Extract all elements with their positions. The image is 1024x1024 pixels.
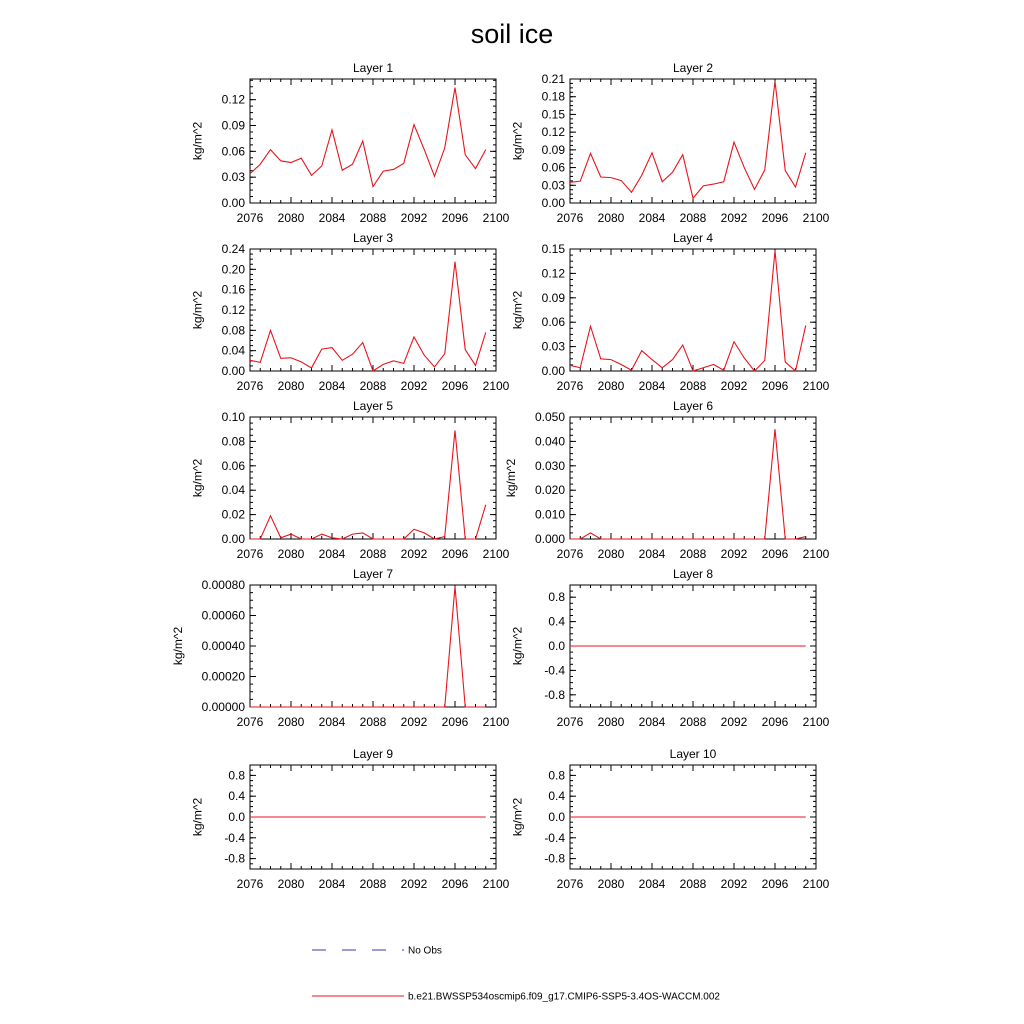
plot-frame: [570, 79, 816, 203]
y-tick-label: 0.06: [541, 160, 565, 175]
y-tick-label: 0.4: [228, 789, 245, 804]
x-tick-label: 2088: [359, 547, 387, 561]
y-tick-label: 0.20: [221, 262, 245, 277]
y-tick-label: -0.8: [544, 687, 565, 702]
y-tick-label: 0.06: [221, 458, 245, 473]
panel-10: [511, 747, 830, 891]
x-tick-label: 2100: [802, 715, 830, 729]
y-tick-label: 0.06: [541, 315, 565, 330]
x-tick-label: 2088: [679, 379, 707, 393]
y-axis-label: kg/m^2: [510, 797, 525, 837]
y-tick-label: 0.12: [541, 125, 565, 140]
plot-frame: [250, 249, 496, 371]
x-tick-label: 2088: [359, 211, 387, 225]
x-tick-label: 2092: [400, 547, 428, 561]
panel-5: [191, 399, 510, 561]
figure-title: soil ice: [470, 19, 554, 49]
x-tick-label: 2080: [597, 877, 625, 891]
x-tick-label: 2084: [638, 877, 666, 891]
x-tick-label: 2084: [638, 547, 666, 561]
y-axis-label: kg/m^2: [190, 121, 205, 161]
x-tick-label: 2092: [400, 715, 428, 729]
y-tick-label: 0.00: [221, 196, 245, 210]
x-tick-label: 2092: [720, 379, 748, 393]
y-tick-label: 0.00: [221, 364, 245, 378]
y-axis-label: kg/m^2: [170, 626, 185, 666]
y-tick-label: -0.8: [224, 851, 245, 866]
x-tick-label: 2076: [236, 379, 264, 393]
x-tick-label: 2092: [400, 211, 428, 225]
y-tick-label: 0.09: [541, 142, 565, 157]
y-tick-label: 0.18: [541, 89, 565, 104]
x-tick-label: 2076: [556, 715, 584, 729]
y-tick-label: 0.4: [548, 789, 565, 804]
series-line: [570, 429, 806, 539]
x-tick-label: 2084: [318, 547, 346, 561]
panel-3: [191, 231, 510, 393]
panel-1: [191, 61, 510, 225]
y-tick-label: 0.16: [221, 282, 245, 297]
panel-title: Layer 4: [672, 231, 714, 245]
y-tick-label: -0.4: [544, 830, 565, 845]
x-tick-label: 2084: [318, 211, 346, 225]
x-tick-label: 2100: [802, 211, 830, 225]
y-tick-label: -0.4: [224, 830, 245, 845]
y-tick-label: 0.09: [541, 290, 565, 305]
y-tick-label: 0.15: [541, 107, 565, 122]
x-tick-label: 2080: [277, 379, 305, 393]
panel-title: Layer 9: [352, 747, 394, 761]
y-tick-label: 0.020: [534, 483, 565, 498]
y-axis-label: kg/m^2: [190, 797, 205, 837]
x-tick-label: 2100: [482, 715, 510, 729]
legend: [312, 946, 720, 1003]
x-tick-label: 2076: [556, 547, 584, 561]
x-tick-label: 2088: [359, 715, 387, 729]
panel-title: Layer 2: [672, 61, 714, 75]
x-tick-label: 2076: [556, 211, 584, 225]
x-tick-label: 2100: [482, 877, 510, 891]
y-tick-label: 0.00000: [201, 700, 245, 714]
x-tick-label: 2088: [679, 877, 707, 891]
x-tick-label: 2088: [359, 379, 387, 393]
y-tick-label: 0.00020: [201, 669, 245, 684]
panel-title: Layer 7: [352, 567, 394, 581]
x-tick-label: 2096: [441, 547, 469, 561]
x-tick-label: 2084: [318, 379, 346, 393]
x-tick-label: 2084: [638, 379, 666, 393]
y-axis-label: kg/m^2: [510, 121, 525, 161]
y-tick-label: 0.08: [221, 434, 245, 449]
y-tick-label: 0.000: [534, 532, 565, 546]
y-tick-label: 0.12: [221, 92, 245, 107]
y-tick-label: 0.15: [541, 242, 565, 256]
x-tick-label: 2080: [277, 211, 305, 225]
x-tick-label: 2076: [236, 547, 264, 561]
y-tick-label: 0.00040: [201, 639, 245, 653]
y-tick-label: 0.8: [548, 590, 565, 605]
panel-title: Layer 5: [352, 399, 394, 413]
panel-title: Layer 1: [352, 61, 394, 75]
panel-grid: [171, 61, 830, 891]
y-tick-label: 0.04: [221, 343, 245, 358]
x-tick-label: 2096: [761, 211, 789, 225]
y-axis-label: kg/m^2: [504, 458, 518, 498]
series-line: [250, 587, 486, 707]
y-tick-label: 0.8: [548, 768, 565, 783]
x-tick-label: 2080: [277, 715, 305, 729]
panel-title: Layer 6: [672, 399, 714, 413]
series-line: [250, 430, 486, 539]
y-tick-label: -0.4: [544, 663, 565, 678]
y-axis-label: kg/m^2: [190, 458, 205, 498]
legend-model-label: b.e21.BWSSP534oscmip6.f09_g17.CMIP6-SSP5-3.4OS-WACCM.002: [408, 991, 720, 1003]
y-axis-label: kg/m^2: [510, 626, 525, 666]
x-tick-label: 2100: [802, 877, 830, 891]
x-tick-label: 2088: [679, 547, 707, 561]
y-tick-label: 0.03: [221, 170, 245, 185]
y-tick-label: -0.8: [544, 851, 565, 866]
y-tick-label: 0.24: [221, 242, 245, 256]
x-tick-label: 2092: [720, 211, 748, 225]
y-tick-label: 0.00: [541, 196, 565, 210]
x-tick-label: 2084: [638, 715, 666, 729]
x-tick-label: 2100: [802, 379, 830, 393]
y-tick-label: 0.04: [221, 483, 245, 498]
y-tick-label: 0.050: [534, 410, 565, 424]
panel-9: [191, 747, 510, 891]
y-tick-label: 0.10: [221, 410, 245, 424]
x-tick-label: 2080: [277, 547, 305, 561]
y-tick-label: 0.03: [541, 178, 565, 193]
x-tick-label: 2076: [556, 877, 584, 891]
x-tick-label: 2096: [441, 379, 469, 393]
x-tick-label: 2080: [597, 379, 625, 393]
x-tick-label: 2092: [400, 379, 428, 393]
x-tick-label: 2088: [679, 715, 707, 729]
x-tick-label: 2096: [441, 715, 469, 729]
x-tick-label: 2080: [597, 715, 625, 729]
y-tick-label: 0.0: [548, 810, 565, 824]
panel-7: [171, 567, 510, 729]
x-tick-label: 2092: [720, 547, 748, 561]
y-tick-label: 0.06: [221, 144, 245, 159]
series-line: [250, 262, 486, 371]
panel-4: [511, 231, 830, 393]
y-axis-label: kg/m^2: [190, 290, 205, 330]
y-tick-label: 0.8: [228, 768, 245, 783]
y-axis-label: kg/m^2: [510, 290, 525, 330]
y-tick-label: 0.00060: [201, 608, 245, 623]
y-tick-label: 0.00: [541, 364, 565, 378]
y-tick-label: 0.010: [534, 507, 565, 522]
x-tick-label: 2096: [441, 211, 469, 225]
x-tick-label: 2096: [761, 547, 789, 561]
series-line: [570, 81, 806, 198]
y-tick-label: 0.12: [221, 303, 245, 317]
y-tick-label: 0.08: [221, 323, 245, 338]
plot-frame: [570, 249, 816, 371]
y-tick-label: 0.02: [221, 507, 245, 522]
x-tick-label: 2084: [318, 877, 346, 891]
y-tick-label: 0.00080: [201, 578, 245, 592]
x-tick-label: 2092: [400, 877, 428, 891]
plot-frame: [250, 585, 496, 707]
legend-obs-label: No Obs: [408, 945, 442, 957]
series-line: [570, 251, 806, 371]
panel-title: Layer 8: [672, 567, 714, 581]
x-tick-label: 2076: [556, 379, 584, 393]
x-tick-label: 2100: [482, 547, 510, 561]
y-tick-label: 0.03: [541, 339, 565, 354]
y-tick-label: 0.030: [534, 458, 565, 473]
x-tick-label: 2100: [482, 211, 510, 225]
x-tick-label: 2088: [359, 877, 387, 891]
panel-6: [504, 399, 830, 561]
y-tick-label: 0.0: [228, 810, 245, 824]
x-tick-label: 2096: [761, 877, 789, 891]
panel-title: Layer 10: [669, 747, 717, 761]
x-tick-label: 2088: [679, 211, 707, 225]
x-tick-label: 2080: [597, 547, 625, 561]
x-tick-label: 2096: [761, 715, 789, 729]
x-tick-label: 2096: [761, 379, 789, 393]
panel-8: [511, 567, 830, 729]
x-tick-label: 2100: [802, 547, 830, 561]
panel-2: [511, 61, 830, 225]
y-tick-label: 0.4: [548, 614, 565, 629]
y-tick-label: 0.040: [534, 434, 565, 449]
x-tick-label: 2084: [318, 715, 346, 729]
x-tick-label: 2084: [638, 211, 666, 225]
x-tick-label: 2092: [720, 877, 748, 891]
y-tick-label: 0.12: [541, 266, 565, 281]
y-tick-label: 0.21: [541, 72, 565, 86]
x-tick-label: 2100: [482, 379, 510, 393]
x-tick-label: 2076: [236, 211, 264, 225]
panel-title: Layer 3: [352, 231, 394, 245]
x-tick-label: 2080: [597, 211, 625, 225]
y-tick-label: 0.09: [221, 118, 245, 133]
x-tick-label: 2092: [720, 715, 748, 729]
series-line: [250, 88, 486, 187]
y-tick-label: 0.0: [548, 639, 565, 653]
x-tick-label: 2096: [441, 877, 469, 891]
x-tick-label: 2076: [236, 877, 264, 891]
y-tick-label: 0.00: [221, 532, 245, 546]
x-tick-label: 2076: [236, 715, 264, 729]
x-tick-label: 2080: [277, 877, 305, 891]
